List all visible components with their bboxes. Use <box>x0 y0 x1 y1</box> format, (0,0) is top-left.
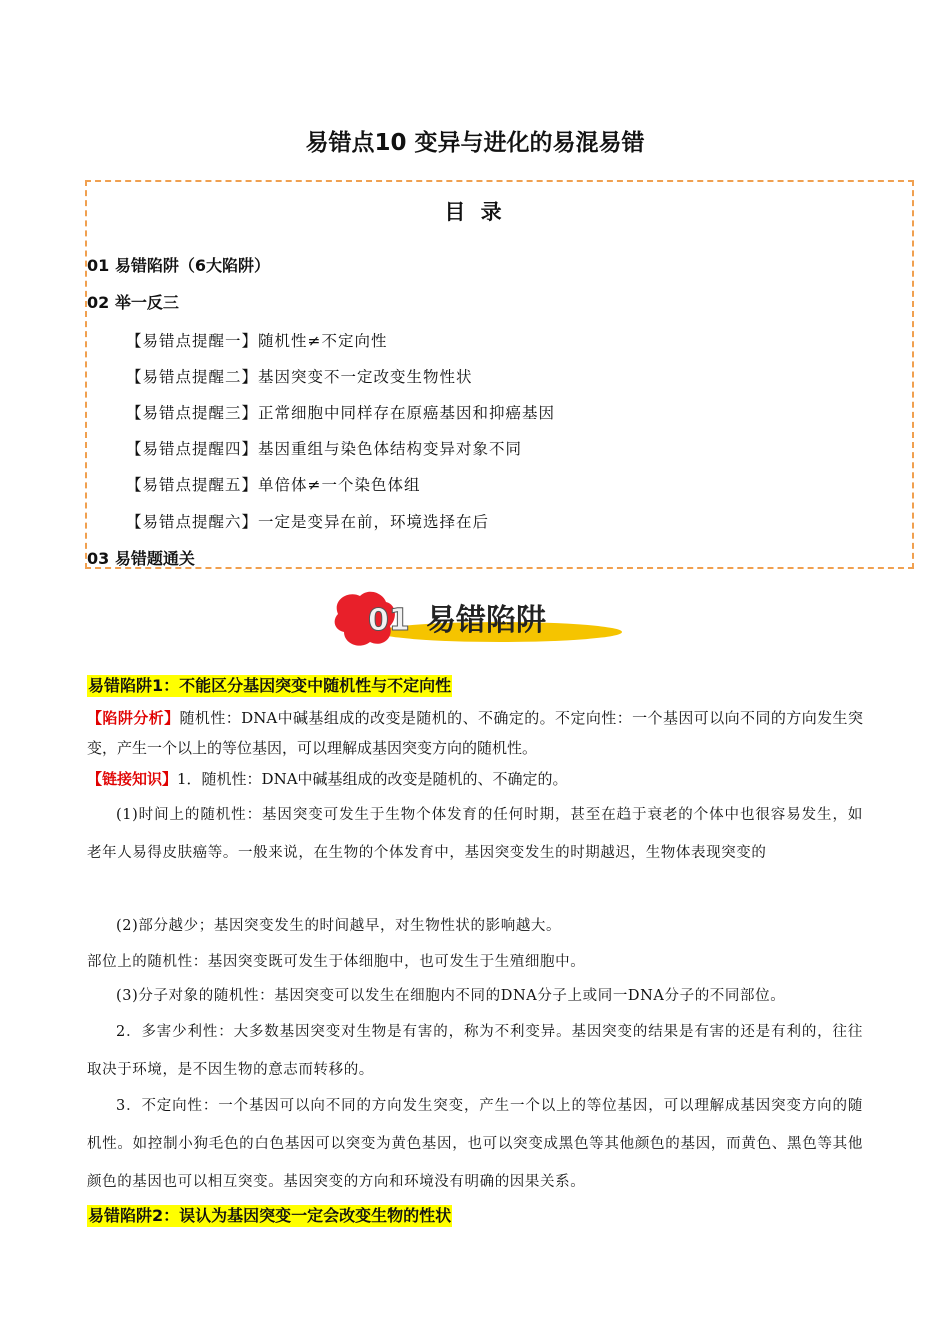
toc-section-traps[interactable]: 01 易错陷阱（6大陷阱） <box>87 256 270 275</box>
analysis-text: 随机性：DNA中碱基组成的改变是随机的、不确定的。不定向性：一个基因可以向不同的方向发生突变，产生一个以上的等位基因，可以理解成基因突变方向的随机性。 <box>87 709 863 757</box>
trap1-link <box>87 764 863 794</box>
toc-item-3[interactable]: 【易错点提醒三】正常细胞中同样存在原癌基因和抑癌基因 <box>126 404 556 422</box>
trap2-title: 易错陷阱2：误认为基因突变一定会改变生物的性状 <box>88 1206 452 1225</box>
link-text: 1．随机性：DNA中碱基组成的改变是随机的、不确定的。 <box>177 770 568 788</box>
page-title: 易错点10 变异与进化的易混易错 <box>305 130 645 156</box>
toc-section-practice[interactable]: 03 易错题通关 <box>87 549 195 568</box>
toc-item-6[interactable]: 【易错点提醒六】一定是变异在前，环境选择在后 <box>126 513 490 531</box>
trap1-p6: 3．不定向性：一个基因可以向不同的方向发生突变，产生一个以上的等位基因，可以理解成基因突变方向的随机性。如控制小狗毛色的白色基因可以突变为黄色基因，也可以突变成黑色等其他颜色的基因，而黄色、黑色等其他颜色的基因也可以相互突变。基因突变的方向和环境没有明确的因果关系。 <box>87 1098 863 1190</box>
toc-item-4[interactable]: 【易错点提醒四】基因重组与染色体结构变异对象不同 <box>126 440 523 458</box>
link-tag: 【链接知识】 <box>87 770 178 788</box>
toc-item-5[interactable]: 【易错点提醒五】单倍体≠一个染色体组 <box>126 476 421 494</box>
trap1-p2: (2)部分越少；基因突变发生的时间越早，对生物性状的影响越大。 <box>116 918 562 934</box>
trap1-p1: (1)时间上的随机性：基因突变可发生于生物个体发育的任何时期，甚至在趋于衰老的个体中也很容易发生，如老年人易得皮肤癌等。一般来说，在生物的个体发育中，基因突变发生的时期越迟，生物体表现突变的 <box>87 807 863 861</box>
toc-item-2[interactable]: 【易错点提醒二】基因突变不一定改变生物性状 <box>126 368 473 386</box>
trap1-p5: 2．多害少利性：大多数基因突变对生物是有害的，称为不利变异。基因突变的结果是有害的还是有利的，往往取决于环境，是不因生物的意志而转移的。 <box>87 1024 863 1078</box>
section-banner <box>330 586 630 656</box>
trap1-p3: 部位上的随机性：基因突变既可发生于体细胞中，也可发生于生殖细胞中。 <box>87 954 586 970</box>
toc-section-examples[interactable]: 02 举一反三 <box>87 293 179 312</box>
trap1-p4: (3)分子对象的随机性：基因突变可以发生在细胞内不同的DNA分子上或同一DNA分子的不同部位。 <box>116 988 786 1004</box>
banner-number: 01 <box>368 603 410 638</box>
toc-item-1[interactable]: 【易错点提醒一】随机性≠不定向性 <box>126 332 388 350</box>
trap1-title: 易错陷阱1：不能区分基因突变中随机性与不定向性 <box>88 676 452 695</box>
banner-label: 易错陷阱 <box>426 603 546 638</box>
trap1-analysis <box>87 703 863 763</box>
analysis-tag: 【陷阱分析】 <box>87 709 180 727</box>
toc-heading: 目 录 <box>444 200 506 224</box>
